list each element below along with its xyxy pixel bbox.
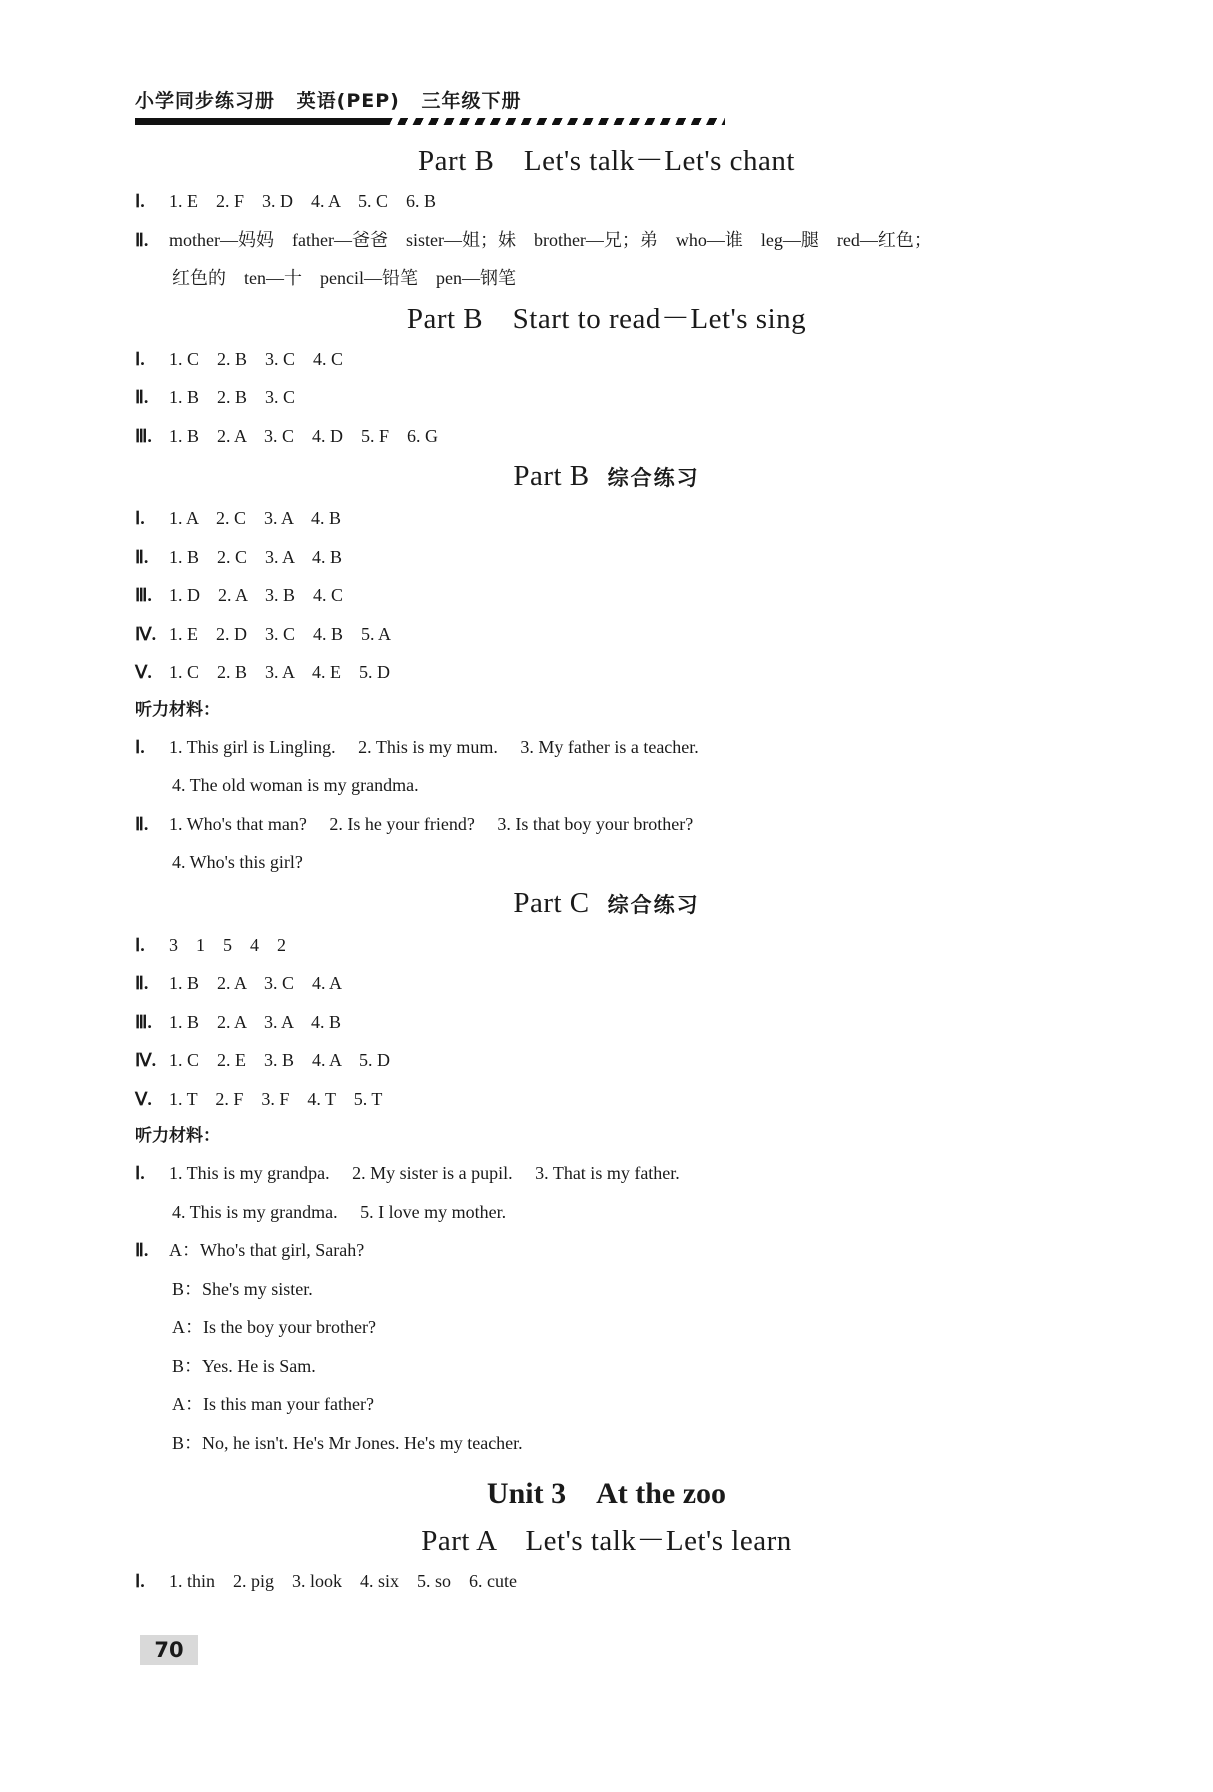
dialogue-line: A：Is the boy your brother? <box>172 1317 376 1337</box>
section-title: Part B 综合练习 <box>513 460 700 492</box>
dialogue-line: B：No, he isn't. He's Mr Jones. He's my teacher. <box>172 1432 523 1453</box>
answer-content <box>0 140 1213 1601</box>
section-title: Part A Let's talk－Let's learn <box>421 1525 792 1557</box>
header-rule <box>135 118 385 125</box>
section-title: Part B Let's talk－Let's chant <box>418 145 795 177</box>
section-title: Part B Start to read－Let's sing <box>406 302 807 335</box>
transcript-line: Ⅱ. A：Who's that girl, Sarah? <box>135 1240 365 1260</box>
answer-line: Ⅱ. 1. B 2. A 3. C 4. A <box>135 973 343 993</box>
transcript-line: Ⅰ. 1. This is my grandpa. 2. My sister is a pupil. 3. That is my father. <box>135 1163 680 1183</box>
header-grade: 三年级下册 <box>421 90 522 112</box>
listening-label: 听力材料： <box>135 699 220 720</box>
answer-line: Ⅲ. 1. B 2. A 3. C 4. D 5. F 6. G <box>135 425 439 446</box>
transcript-line: Ⅰ. 1. This girl is Lingling. 2. This is my mum. 3. My father is a teacher. <box>135 736 699 757</box>
answer-line: Ⅱ. mother—妈妈 father—爸爸 sister—姐；妹 brother—兄；弟 who—谁 leg—腿 red—红色； <box>135 229 932 250</box>
answer-line: Ⅴ. 1. C 2. B 3. A 4. E 5. D <box>135 662 391 682</box>
dialogue-line: B：She's my sister. <box>172 1278 313 1299</box>
transcript-line: 4. This is my grandma. 5. I love my mother. <box>172 1201 507 1222</box>
answer-line: Ⅱ. 1. B 2. C 3. A 4. B <box>135 546 343 567</box>
answer-line: Ⅰ. 1. C 2. B 3. C 4. C <box>135 348 344 369</box>
transcript-line: 4. Who's this girl? <box>172 852 303 872</box>
header-subject: 英语(PEP) <box>296 90 400 112</box>
answer-line: 红色的 ten—十 pencil—铅笔 pen—钢笔 <box>172 268 516 288</box>
header-book: 小学同步练习册 <box>135 90 276 112</box>
answer-line: Ⅲ. 1. B 2. A 3. A 4. B <box>135 1011 342 1032</box>
transcript-line: 4. The old woman is my grandma. <box>172 775 419 795</box>
answer-line: Ⅳ. 1. C 2. E 3. B 4. A 5. D <box>135 1050 391 1070</box>
answer-line: Ⅲ. 1. D 2. A 3. B 4. C <box>135 585 344 605</box>
answer-line: Ⅰ. 1. thin 2. pig 3. look 4. six 5. so 6. cute <box>135 1571 517 1591</box>
answer-line: Ⅰ. 1. A 2. C 3. A 4. B <box>135 508 342 528</box>
answer-line: Ⅳ. 1. E 2. D 3. C 4. B 5. A <box>135 623 392 644</box>
transcript-line: Ⅱ. 1. Who's that man? 2. Is he your friend? 3. Is that boy your brother? <box>135 813 694 834</box>
answer-line: Ⅴ. 1. T 2. F 3. F 4. T 5. T <box>135 1088 383 1109</box>
unit-title: Unit 3 At the zoo <box>486 1477 727 1510</box>
dialogue-line: A：Is this man your father? <box>172 1394 374 1414</box>
dialogue-line: B：Yes. He is Sam. <box>172 1355 316 1376</box>
answer-line: Ⅰ. 1. E 2. F 3. D 4. A 5. C 6. B <box>135 191 437 211</box>
answer-line: Ⅰ. 3 1 5 4 2 <box>135 934 286 955</box>
page-header <box>135 86 535 113</box>
listening-label: 听力材料： <box>135 1126 220 1146</box>
answer-line: Ⅱ. 1. B 2. B 3. C <box>135 387 296 407</box>
section-title: Part C 综合练习 <box>513 886 700 919</box>
header-dash-rule <box>385 118 725 125</box>
page-number: 70 <box>140 1635 198 1665</box>
